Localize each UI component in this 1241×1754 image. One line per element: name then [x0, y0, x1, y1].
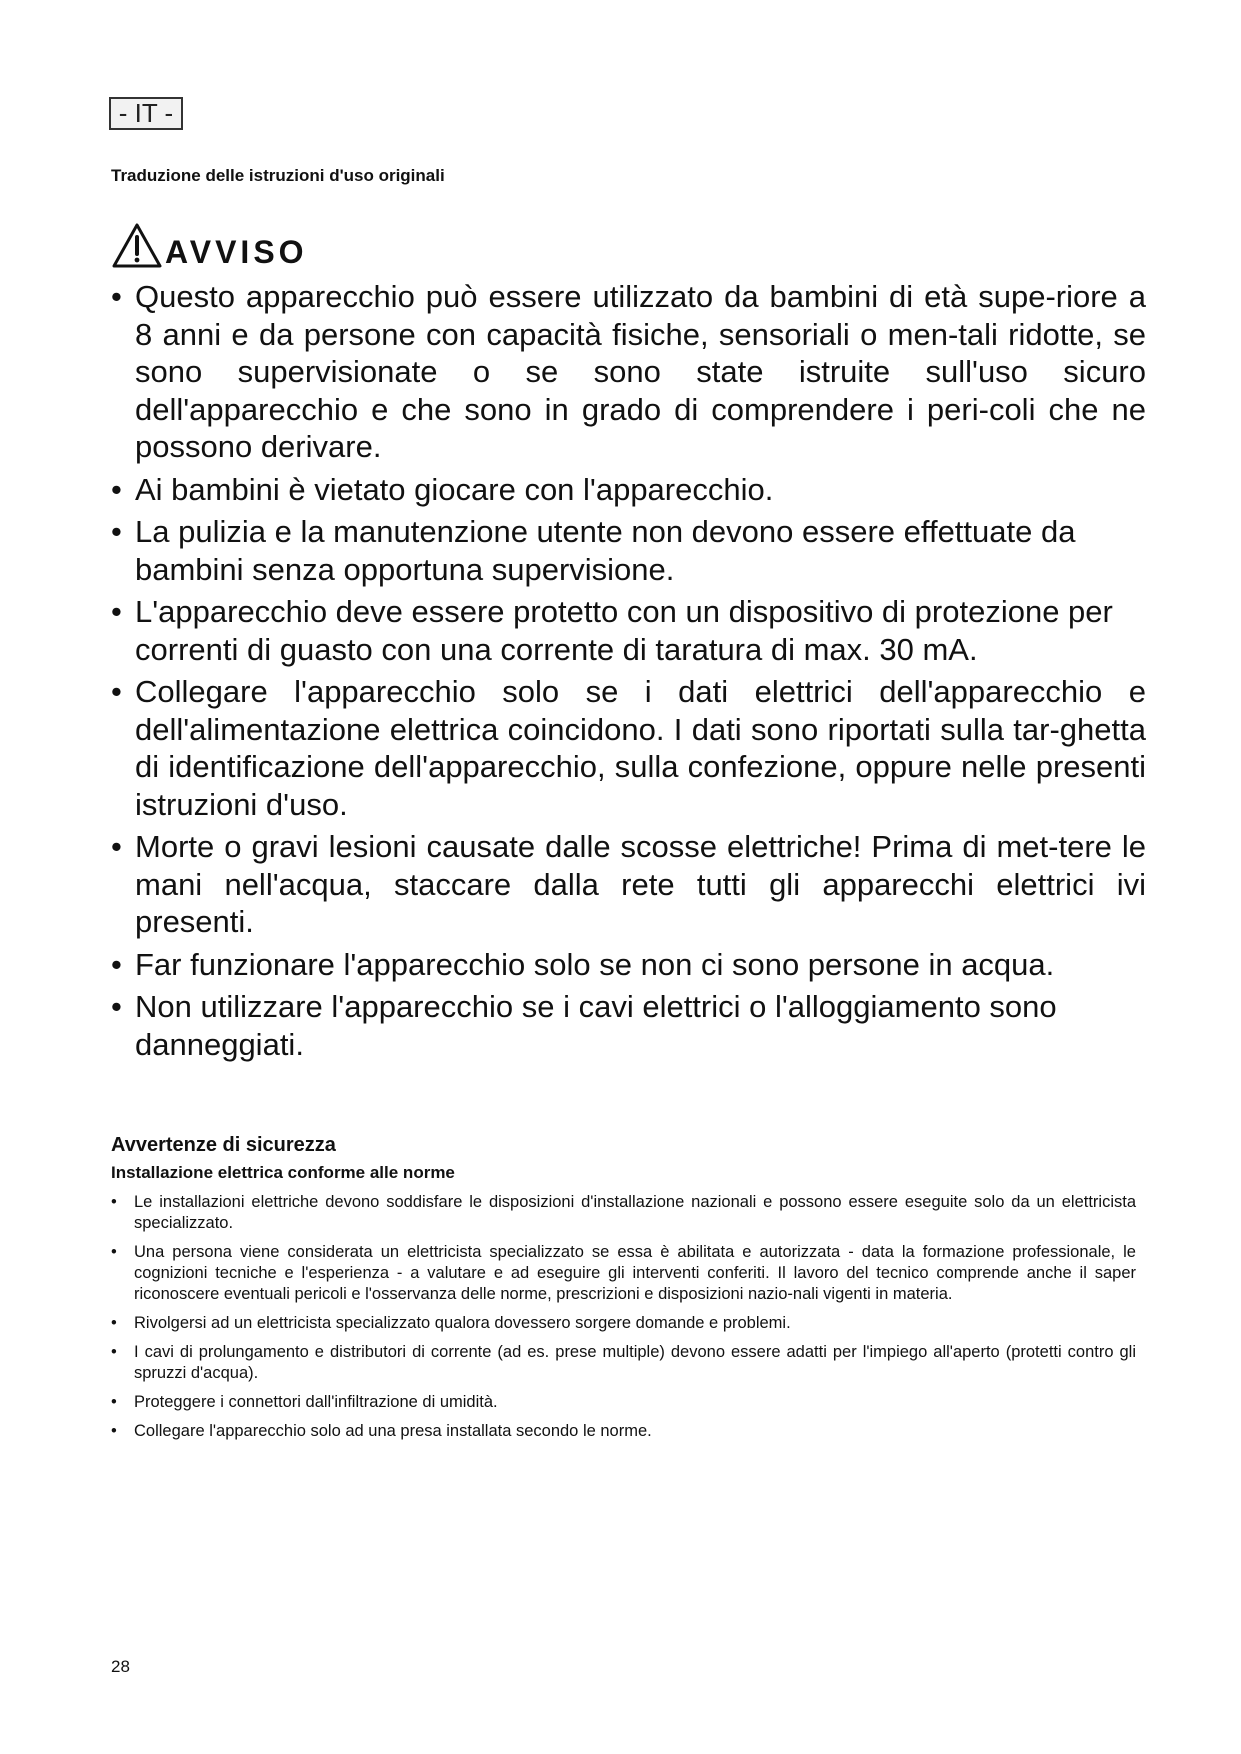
bullet-icon: •	[111, 1193, 117, 1211]
safety-item	[111, 1313, 1136, 1334]
bullet-icon: •	[111, 989, 122, 1024]
safety-item	[111, 1421, 1136, 1442]
warning-heading	[111, 220, 308, 270]
warning-item-text: Questo apparecchio può essere utilizzato da bambini di età supe-riore a 8 anni e da persone con capacità fisiche, sensoriali o men-tali ridotte, se sono supervisionate o se sono state istruite sull'uso sicuro dell'apparecchio e che sono in grado di comprendere i peri-coli che ne possono derivare.	[135, 279, 1146, 464]
warning-item-text: Collegare l'apparecchio solo se i dati elettrici dell'apparecchio e dell'alimentazione elettrica coincidono. I dati sono riportati sulla tar-ghetta di identificazione dell'apparecchio, sulla confezione, oppure nelle presenti istruzioni d'uso.	[135, 674, 1146, 822]
safety-item-text: I cavi di prolungamento e distributori di corrente (ad es. prese multiple) devono essere adatti per l'impiego all'aperto (protetti contro gli spruzzi d'acqua).	[134, 1343, 1136, 1382]
warning-item	[111, 828, 1146, 941]
warning-item	[111, 593, 1146, 668]
warning-triangle-icon	[111, 222, 163, 270]
bullet-icon: •	[111, 1314, 117, 1332]
bullet-icon: •	[111, 514, 122, 549]
bullet-icon: •	[111, 279, 122, 314]
safety-item-text: Le installazioni elettriche devono soddisfare le disposizioni d'installazione nazionali e possono essere eseguite solo da un elettricista specializzato.	[134, 1193, 1136, 1232]
bullet-icon: •	[111, 946, 122, 982]
safety-item	[111, 1192, 1136, 1234]
warning-item	[111, 513, 1146, 588]
warning-item-text: Morte o gravi lesioni causate dalle scosse elettriche! Prima di met-tere le mani nell'acqua, staccare dalla rete tutti gli apparecchi elettrici ivi presenti.	[135, 829, 1146, 939]
warning-item-text: Far funzionare l'apparecchio solo se non ci sono persone in acqua.	[135, 946, 1055, 982]
warning-item	[111, 278, 1146, 466]
warning-item	[111, 946, 1146, 984]
bullet-icon: •	[111, 829, 122, 864]
bullet-icon: •	[111, 471, 122, 507]
safety-item-text: Collegare l'apparecchio solo ad una presa installata secondo le norme.	[134, 1422, 652, 1440]
warning-item-text: Non utilizzare l'apparecchio se i cavi elettrici o l'alloggiamento sono danneggiati.	[135, 989, 1057, 1062]
safety-item-text: Rivolgersi ad un elettricista specializzato qualora dovessero sorgere domande e problemi.	[134, 1314, 791, 1332]
safety-item	[111, 1242, 1136, 1305]
document-subtitle: Traduzione delle istruzioni d'uso originali	[111, 166, 445, 185]
bullet-icon: •	[111, 1343, 117, 1361]
bullet-icon: •	[111, 1393, 117, 1411]
safety-list	[111, 1192, 1136, 1450]
safety-section-subtitle: Installazione elettrica conforme alle norme	[111, 1163, 455, 1182]
warning-item-text: Ai bambini è vietato giocare con l'apparecchio.	[135, 471, 774, 507]
page-number: 28	[111, 1657, 130, 1676]
bullet-icon: •	[111, 1422, 117, 1440]
warning-list	[111, 278, 1146, 1068]
safety-item	[111, 1392, 1136, 1413]
language-tag: - IT -	[109, 97, 183, 130]
safety-section-title: Avvertenze di sicurezza	[111, 1134, 336, 1156]
bullet-icon: •	[111, 594, 122, 629]
safety-item-text: Una persona viene considerata un elettricista specializzato se essa è abilitata e autorizzata - data la formazione professionale, le cognizioni tecniche e l'esperienza - a valutare e ad eseguire gli interventi conferiti. Il lavoro del tecnico comprende anche il saper riconoscere eventuali pericoli e l'osservanza delle norme, prescrizioni e disposizioni nazio-nali vigenti in materia.	[134, 1243, 1136, 1303]
warning-item-text: L'apparecchio deve essere protetto con un dispositivo di protezione per correnti di guasto con una corrente di taratura di max. 30 mA.	[135, 594, 1113, 667]
warning-item-text: La pulizia e la manutenzione utente non devono essere effettuate da bambini senza opportuna supervisione.	[135, 514, 1076, 587]
warning-title: AVVISO	[165, 234, 308, 270]
bullet-icon: •	[111, 674, 122, 709]
warning-item	[111, 471, 1146, 509]
safety-item-text: Proteggere i connettori dall'infiltrazione di umidità.	[134, 1393, 498, 1411]
warning-item	[111, 673, 1146, 823]
safety-item	[111, 1342, 1136, 1384]
bullet-icon: •	[111, 1243, 117, 1261]
warning-item	[111, 988, 1146, 1063]
